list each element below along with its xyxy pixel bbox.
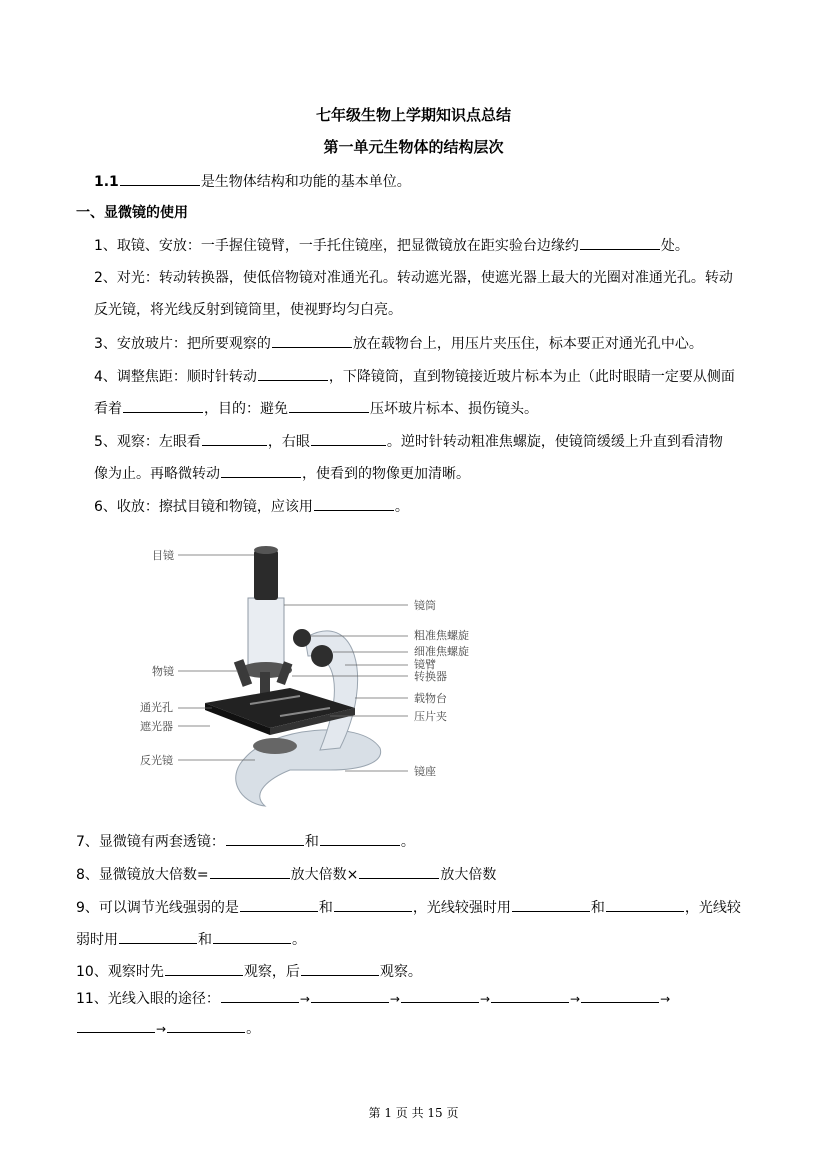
step-6 bbox=[94, 496, 409, 517]
question-7 bbox=[76, 831, 415, 852]
blank[interactable] bbox=[311, 988, 389, 1003]
blank[interactable] bbox=[606, 897, 684, 912]
microscope-diagram bbox=[130, 538, 490, 813]
diagram-label: 转换器 bbox=[414, 670, 447, 683]
blank[interactable] bbox=[123, 398, 203, 413]
blank[interactable] bbox=[311, 431, 386, 446]
q-text: 9、可以调节光线强弱的是 bbox=[76, 900, 239, 916]
arrow-icon: → bbox=[389, 992, 400, 1006]
blank[interactable] bbox=[221, 463, 301, 478]
step-text: 看着 bbox=[94, 401, 122, 417]
step-text: 。逆时针转动粗准焦螺旋，使镜筒缓缓上升直到看清物 bbox=[386, 434, 723, 450]
step-text: 1、取镜、安放：一手握住镜臂，一手托住镜座，把显微镜放在距实验台边缘约 bbox=[94, 238, 579, 254]
q-text: 弱时用 bbox=[76, 932, 118, 948]
q-text: 和 bbox=[318, 900, 333, 916]
step-text: 6、收放：擦拭目镜和物镜，应该用 bbox=[94, 499, 313, 515]
page-subtitle: 第一单元生物体的结构层次 bbox=[323, 138, 504, 156]
q-text: 。 bbox=[292, 932, 306, 948]
blank[interactable] bbox=[202, 431, 267, 446]
step-text: ，右眼 bbox=[267, 434, 310, 450]
blank[interactable] bbox=[320, 831, 400, 846]
diagram-label: 压片夹 bbox=[414, 710, 447, 723]
step-2-line1: 2、对光：转动转换器，使低倍物镜对准通光孔。转动遮光器，使遮光器上最大的光圈对准通光孔。转动 bbox=[94, 270, 733, 286]
arrow-icon: → bbox=[156, 1022, 167, 1036]
blank[interactable] bbox=[77, 1018, 155, 1033]
blank[interactable] bbox=[580, 235, 660, 250]
section-heading: 一、显微镜的使用 bbox=[76, 205, 188, 221]
question-9-line2 bbox=[76, 929, 306, 950]
arrow-icon: → bbox=[570, 992, 581, 1006]
q-text: 放大倍数× bbox=[290, 867, 359, 883]
step-1 bbox=[94, 235, 689, 256]
q-text: 10、观察时先 bbox=[76, 964, 164, 980]
arrow-icon: → bbox=[299, 992, 310, 1006]
question-8 bbox=[76, 864, 496, 885]
q-text: ，光线较强时用 bbox=[412, 900, 511, 916]
q-text: 和 bbox=[304, 834, 319, 850]
step-text: ，目的：避免 bbox=[204, 401, 288, 417]
blank[interactable] bbox=[221, 988, 299, 1003]
q-text: 8、显微镜放大倍数= bbox=[76, 867, 209, 883]
step-text: 4、调整焦距：顺时针转动 bbox=[94, 369, 257, 385]
arrow-icon: → bbox=[479, 992, 491, 1006]
question-11-line1 bbox=[76, 988, 670, 1009]
blank[interactable] bbox=[213, 929, 291, 944]
step-5-line1 bbox=[94, 431, 723, 452]
step-text: 3、安放玻片：把所要观察的 bbox=[94, 336, 271, 352]
question-11-line2 bbox=[76, 1018, 260, 1039]
step-5-line2 bbox=[94, 463, 470, 484]
page-title: 七年级生物上学期知识点总结 bbox=[315, 106, 511, 124]
step-text: ，使看到的物像更加清晰。 bbox=[302, 466, 470, 482]
blank[interactable] bbox=[226, 831, 304, 846]
diagram-label: 镜座 bbox=[414, 765, 436, 778]
blank[interactable] bbox=[359, 864, 439, 879]
intro-prefix: 1.1 bbox=[94, 174, 119, 190]
q-text: 放大倍数 bbox=[440, 867, 497, 883]
blank[interactable] bbox=[167, 1018, 245, 1033]
intro-line bbox=[94, 171, 411, 192]
q-text: 和 bbox=[198, 932, 212, 948]
q-text: 。 bbox=[246, 1021, 261, 1037]
blank[interactable] bbox=[334, 897, 412, 912]
q-text: 7、显微镜有两套透镜： bbox=[76, 834, 225, 850]
step-text: 处。 bbox=[660, 238, 689, 254]
blank[interactable] bbox=[401, 988, 479, 1003]
page-footer: 第 1 页 共 15 页 bbox=[368, 1106, 459, 1120]
blank[interactable] bbox=[272, 333, 352, 348]
q-text: 观察。 bbox=[379, 964, 422, 980]
blank[interactable] bbox=[491, 988, 569, 1003]
diagram-label: 镜臂 bbox=[414, 658, 436, 671]
blank[interactable] bbox=[120, 171, 200, 186]
blank[interactable] bbox=[314, 496, 394, 511]
step-text: 压坏玻片标本、损伤镜头 bbox=[370, 401, 524, 417]
step-4-line2 bbox=[94, 398, 538, 419]
blank[interactable] bbox=[581, 988, 659, 1003]
q-text: 11、光线入眼的途径： bbox=[76, 991, 220, 1007]
blank[interactable] bbox=[165, 961, 243, 976]
blank[interactable] bbox=[289, 398, 369, 413]
q-text: 和 bbox=[590, 900, 605, 916]
blank[interactable] bbox=[512, 897, 590, 912]
diagram-label: 粗准焦螺旋 bbox=[414, 629, 469, 642]
step-text: 。 bbox=[394, 499, 409, 515]
diagram-label: 通光孔 bbox=[140, 701, 173, 714]
blank[interactable] bbox=[119, 929, 197, 944]
q-text: 。 bbox=[400, 834, 415, 850]
diagram-label: 物镜 bbox=[152, 665, 174, 678]
blank[interactable] bbox=[258, 366, 328, 381]
diagram-label: 目镜 bbox=[152, 549, 174, 562]
blank[interactable] bbox=[210, 864, 290, 879]
diagram-label: 载物台 bbox=[414, 692, 447, 705]
step-text: 放在载物台上，用压片夹压住，标本要正对通光孔中心。 bbox=[352, 336, 703, 352]
step-3 bbox=[94, 333, 703, 354]
blank[interactable] bbox=[240, 897, 318, 912]
step-text: ，下降镜筒，直到物镜接近玻片标本为止（此时眼睛一定要从侧面 bbox=[328, 369, 735, 385]
intro-suffix: 是生物体结构和功能的基本单位。 bbox=[200, 174, 411, 190]
period-mark: 。 bbox=[524, 401, 538, 417]
question-9-line1 bbox=[76, 897, 741, 918]
q-text: 观察，后 bbox=[243, 964, 300, 980]
step-text: 5、观察：左眼看 bbox=[94, 434, 201, 450]
diagram-label: 镜筒 bbox=[414, 599, 436, 612]
blank[interactable] bbox=[301, 961, 379, 976]
step-2-line2: 反光镜，将光线反射到镜筒里，使视野均匀白亮。 bbox=[94, 302, 402, 318]
step-4-line1 bbox=[94, 366, 735, 387]
step-text: 像为止。再略微转动 bbox=[94, 466, 220, 482]
diagram-label: 反光镜 bbox=[140, 754, 173, 767]
arrow-icon: → bbox=[660, 992, 671, 1006]
diagram-label: 遮光器 bbox=[140, 720, 173, 733]
question-10 bbox=[76, 961, 422, 982]
diagram-label: 细准焦螺旋 bbox=[414, 645, 469, 658]
q-text: ，光线较 bbox=[684, 900, 741, 916]
